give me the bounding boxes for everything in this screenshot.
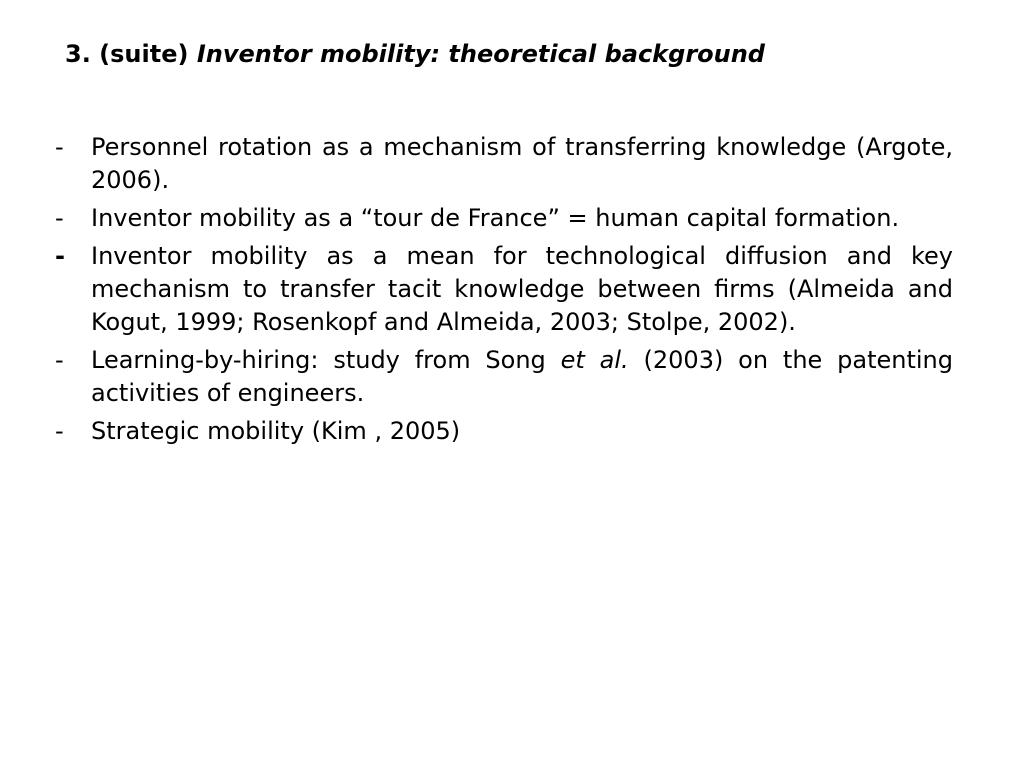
bullet-item [55, 202, 953, 235]
bullet-dash: - [55, 346, 64, 374]
bullet-dash: - [55, 133, 64, 161]
bullet-text: Inventor mobility as a mean for technological diffusion and key mechanism to transfer tacit knowledge between firms (Almeida and Kogut, 1999; Rosenkopf and Almeida, 2003; Stolpe, 2002). [91, 242, 953, 336]
bullet-text: Personnel rotation as a mechanism of transferring knowledge (Argote, 2006). [91, 133, 953, 194]
bullet-text: Inventor mobility as a “tour de France” = human capital formation. [91, 204, 900, 232]
bullet-item [55, 344, 953, 410]
bullet-text-after: (2003) on the patenting activities of engineers. [91, 346, 953, 407]
bullet-dash: - [55, 204, 64, 232]
title-main: Inventor mobility: theoretical background [196, 40, 765, 68]
slide-title [65, 38, 765, 70]
bullet-list [55, 131, 953, 453]
bullet-text-before: Learning-by-hiring: study from Song [91, 346, 561, 374]
bullet-item [55, 131, 953, 197]
bullet-text: Strategic mobility (Kim , 2005) [91, 417, 461, 445]
bullet-text-italic: et al. [560, 346, 629, 374]
bullet-dash: - [55, 417, 64, 445]
bullet-dash: - [55, 242, 65, 270]
bullet-item [55, 415, 953, 448]
title-prefix: 3. (suite) [65, 40, 189, 68]
bullet-item [55, 240, 953, 339]
